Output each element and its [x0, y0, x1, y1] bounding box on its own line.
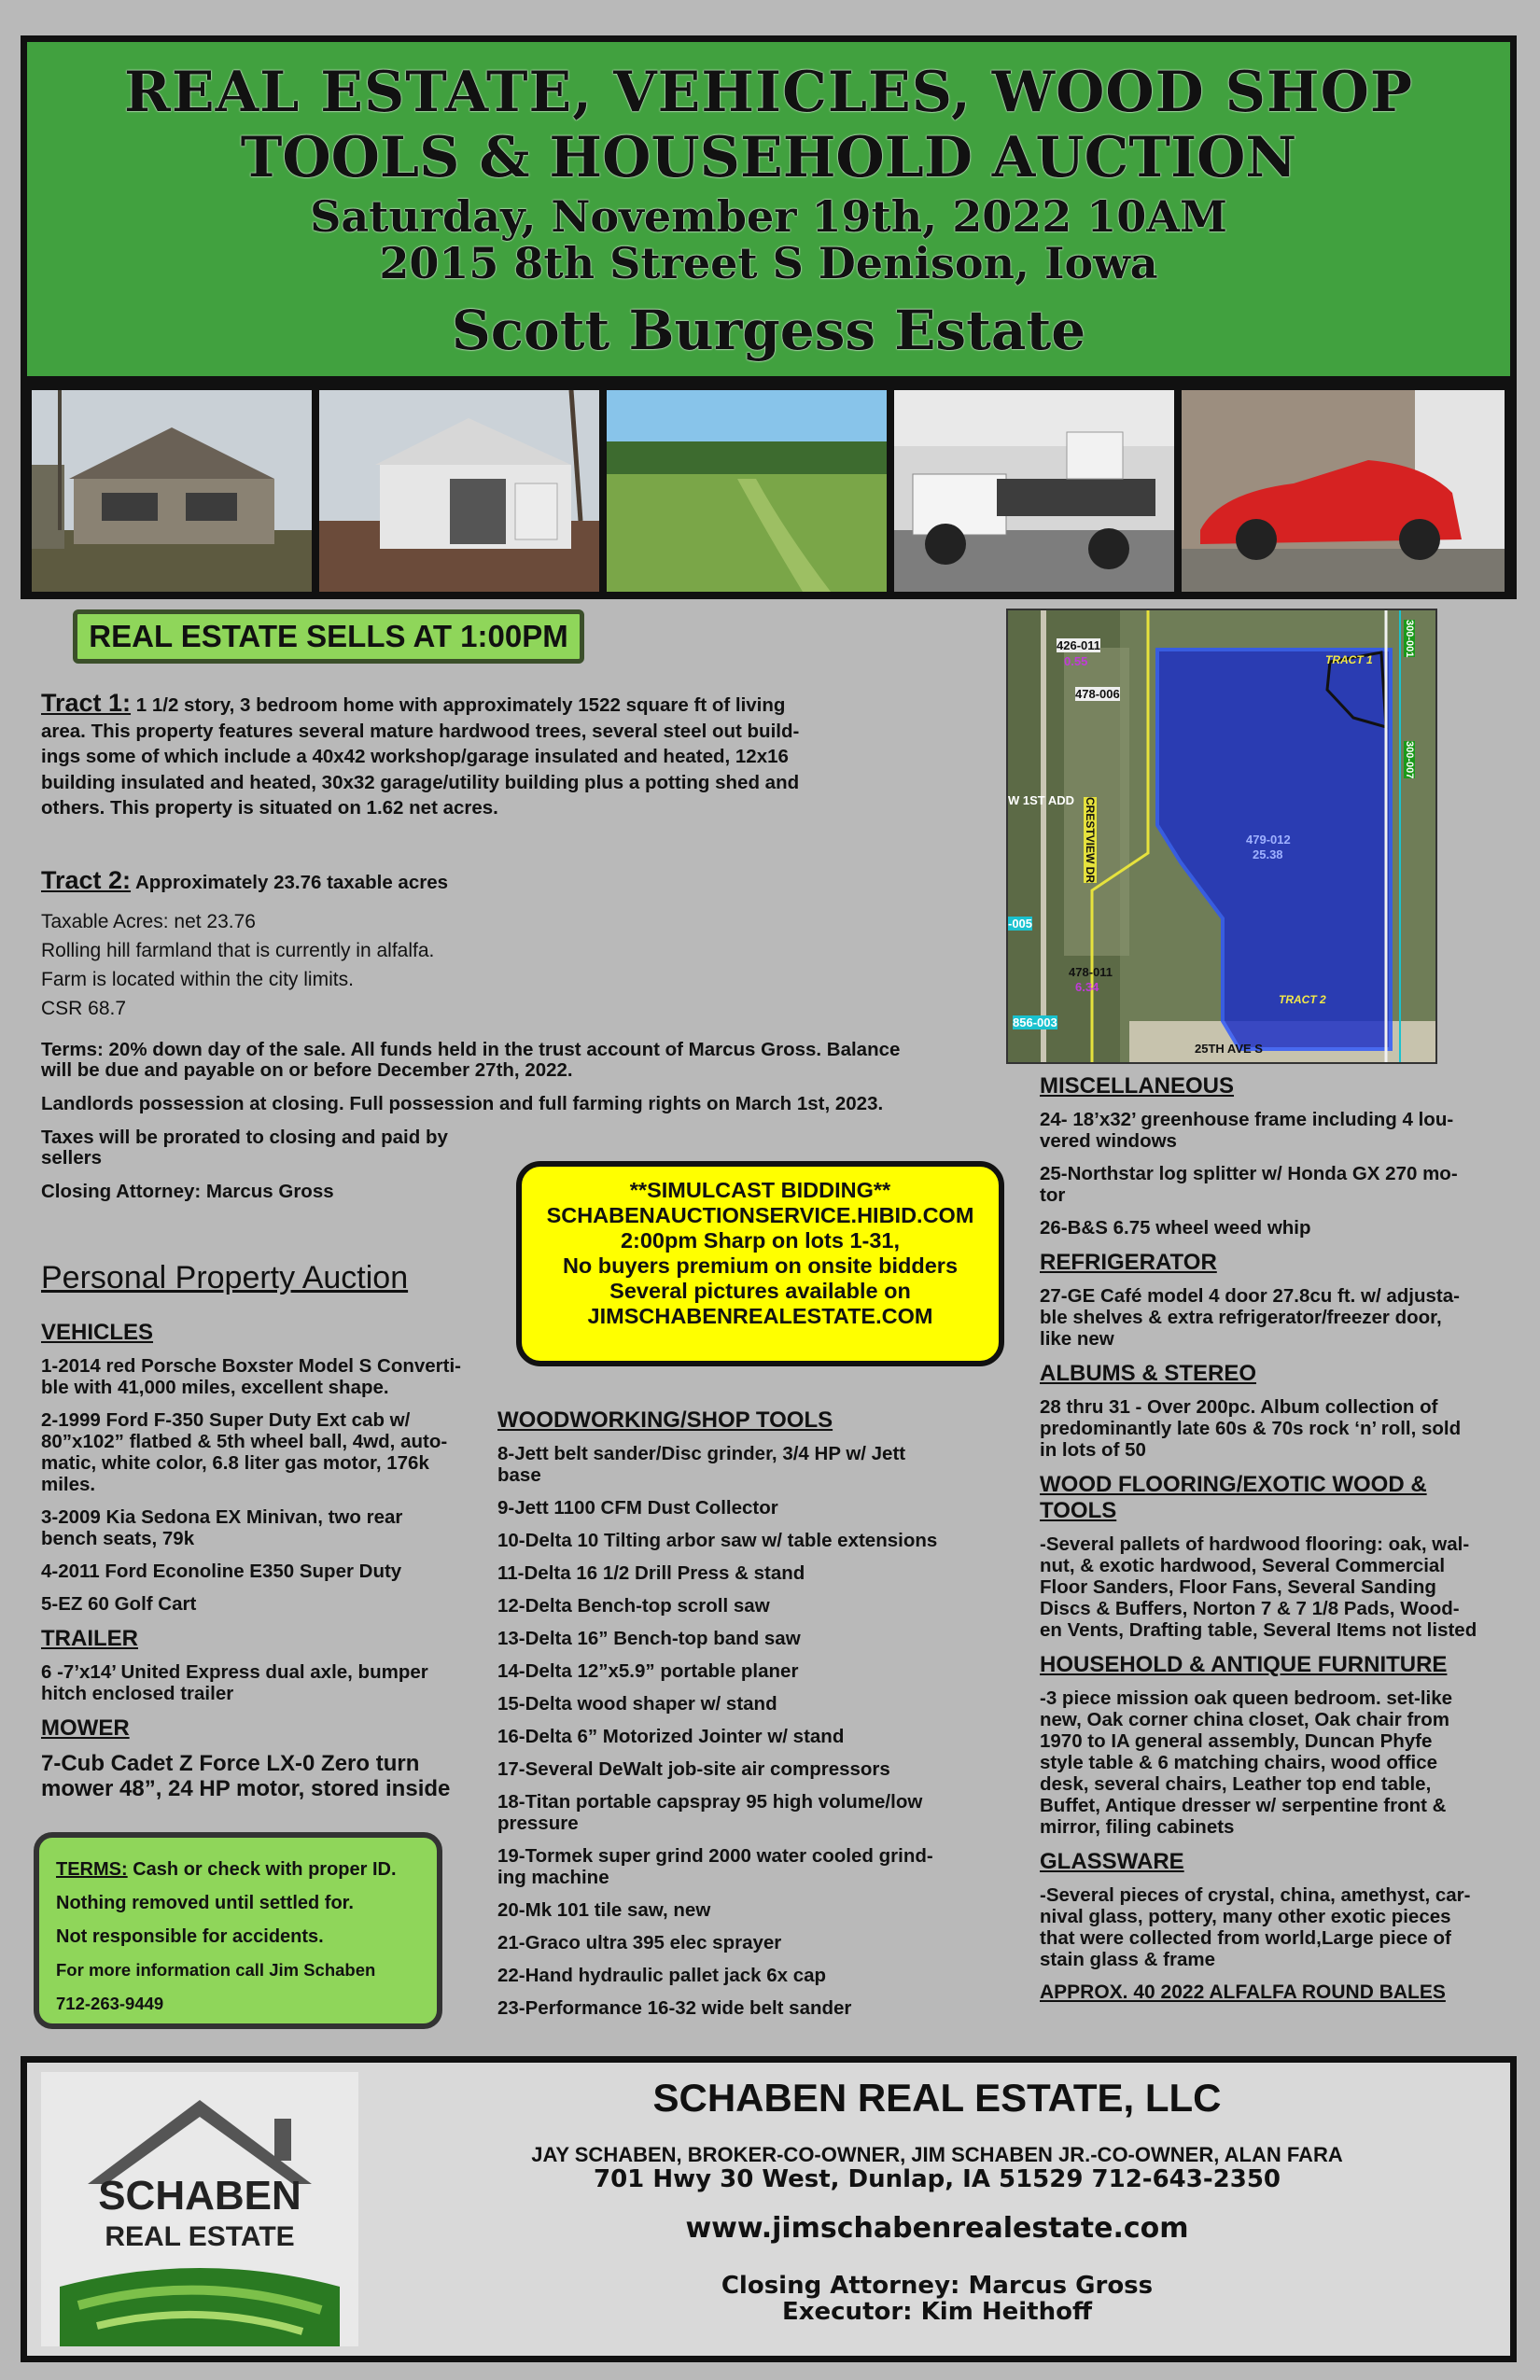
list-item: 25-Northstar log splitter w/ Honda GX 270 mo- tor	[1040, 1163, 1458, 1206]
company-name: SCHABEN REAL ESTATE, LLC	[652, 2076, 1222, 2120]
list-item: 20-Mk 101 tile saw, new	[497, 1899, 711, 1921]
parcel-label: 0.55	[1064, 654, 1088, 668]
vehicles-heading: VEHICLES	[41, 1320, 154, 1345]
list-item: 11-Delta 16 1/2 Drill Press & stand	[497, 1562, 805, 1584]
list-item: 7-Cub Cadet Z Force LX-0 Zero turn mower 48”, 24 HP motor, stored inside	[41, 1751, 451, 1801]
tract-2-line: Taxable Acres: net 23.76	[41, 910, 256, 932]
list-item: 26-B&S 6.75 wheel weed whip	[1040, 1217, 1311, 1239]
auction-header	[21, 35, 1517, 383]
list-item: 5-EZ 60 Golf Cart	[41, 1593, 197, 1615]
list-item: 27-GE Café model 4 door 27.8cu ft. w/ adjusta- ble shelves & extra refrigerator/freezer door, like new	[1040, 1285, 1460, 1350]
header-address: 2015 8th Street S Denison, Iowa	[379, 238, 1158, 288]
list-item: 21-Graco ultra 395 elec sprayer	[497, 1932, 782, 1953]
parcel-label: 478-011	[1069, 965, 1113, 979]
header-line-2: TOOLS & HOUSEHOLD AUCTION	[240, 125, 1297, 190]
truck-photo	[894, 390, 1174, 592]
tract-1-line: ings some of which include a 40x42 workshop/garage insulated and heated, 12x16	[41, 746, 789, 767]
misc-heading: MISCELLANEOUS	[1040, 1073, 1235, 1099]
header-estate-name: Scott Burgess Estate	[451, 299, 1086, 362]
parcel-label: 25.38	[1253, 847, 1283, 861]
simulcast-title: **SIMULCAST BIDDING**	[629, 1178, 891, 1202]
list-item: 13-Delta 16” Bench-top band saw	[497, 1628, 801, 1649]
simulcast-line: No buyers premium on onsite bidders	[562, 1253, 959, 1278]
trailer-heading: TRAILER	[41, 1626, 138, 1651]
vehicles-section	[41, 1320, 489, 1813]
possession-line: Landlords possession at closing. Full possession and full farming rights on March 1st, 2023.	[41, 1093, 884, 1114]
terms-label: TERMS:	[56, 1859, 128, 1880]
right-column	[1040, 1073, 1506, 2004]
alfalfa-bales-heading: APPROX. 40 2022 ALFALFA ROUND BALES	[1040, 1981, 1446, 2003]
terms-phone[interactable]: 712-263-9449	[56, 1994, 164, 2013]
simulcast-line: Several pictures available on	[609, 1279, 911, 1303]
tract-2-intro: Approximately 23.76 taxable acres	[134, 872, 449, 893]
refrigerator-heading: REFRIGERATOR	[1040, 1250, 1217, 1275]
tract-1-map-label: TRACT 1	[1325, 653, 1373, 666]
footer	[21, 2056, 1517, 2362]
taxes-line: Taxes will be prorated to closing and paid by	[41, 1127, 448, 1148]
terms-line: Cash or check with proper ID.	[133, 1859, 397, 1880]
terms-line: Nothing removed until settled for.	[56, 1893, 354, 1913]
flooring-heading: WOOD FLOORING/EXOTIC WOOD & TOOLS	[1040, 1472, 1427, 1523]
tract-2-line: Rolling hill farmland that is currently in alfalfa.	[41, 939, 435, 961]
terms-line: will be due and payable on or before December 27th, 2022.	[41, 1059, 573, 1081]
simulcast-url[interactable]: SCHABENAUCTIONSERVICE.HIBID.COM	[546, 1203, 974, 1227]
parcel-label: 426-011	[1057, 638, 1100, 652]
terms-line: Not responsible for accidents.	[56, 1926, 324, 1947]
list-item: 4-2011 Ford Econoline E350 Super Duty	[41, 1561, 402, 1582]
personal-property-heading: Personal Property Auction	[41, 1260, 409, 1295]
woodworking-heading: WOODWORKING/SHOP TOOLS	[497, 1407, 833, 1433]
photo-strip	[21, 383, 1517, 599]
terms-box	[34, 1832, 442, 2029]
executor: Executor: Kim Heithoff	[781, 2298, 1093, 2326]
list-item: 3-2009 Kia Sedona EX Minivan, two rear bench seats, 79k	[41, 1506, 403, 1549]
parcel-label: 856-003	[1013, 1015, 1057, 1029]
logo-text-real-estate: REAL ESTATE	[105, 2221, 295, 2252]
tract-1-line: others. This property is situated on 1.62 net acres.	[41, 797, 498, 819]
plat-map	[1006, 609, 1437, 1064]
simulcast-website[interactable]: JIMSCHABENREALESTATE.COM	[587, 1304, 933, 1328]
terms-contact: For more information call Jim Schaben	[56, 1960, 376, 1980]
owners-line: JAY SCHABEN, BROKER-CO-OWNER, JIM SCHABEN JR.-CO-OWNER, ALAN FARA	[531, 2143, 1343, 2166]
header-line-1: REAL ESTATE, VEHICLES, WOOD SHOP	[123, 60, 1413, 125]
parcel-label: 478-006	[1075, 687, 1120, 701]
parcel-label: 6.34	[1075, 980, 1099, 994]
list-item: -3 piece mission oak queen bedroom. set-like new, Oak corner china closet, Oak chair from 1970 to IA general assembly, Duncan Phyfe style table & 6 matching chairs, wood office desk, several chairs, Leather top end table, Buffet, Antique dresser w/ serpentine front & mirror, filing cabinets	[1040, 1687, 1453, 1838]
parcel-label: -005	[1008, 917, 1033, 931]
real-estate-time-badge: REAL ESTATE SELLS AT 1:00PM	[73, 609, 584, 664]
tract-1-label: Tract 1:	[41, 689, 132, 717]
list-item: 10-Delta 10 Tilting arbor saw w/ table extensions	[497, 1530, 938, 1551]
household-heading: HOUSEHOLD & ANTIQUE FURNITURE	[1040, 1652, 1448, 1677]
list-item: 6 -7’x14’ United Express dual axle, bumper hitch enclosed trailer	[41, 1661, 428, 1704]
parcel-label: W 1ST ADD	[1008, 793, 1075, 807]
list-item: 18-Titan portable capspray 95 high volume/low pressure	[497, 1791, 923, 1834]
schaben-logo	[41, 2072, 358, 2346]
glassware-heading: GLASSWARE	[1040, 1849, 1184, 1874]
tract-2-line: CSR 68.7	[41, 997, 127, 1019]
tract-2-line: Farm is located within the city limits.	[41, 968, 354, 990]
house-photo	[32, 390, 312, 592]
parcel-label: 479-012	[1246, 833, 1291, 847]
list-item: 12-Delta Bench-top scroll saw	[497, 1595, 770, 1617]
list-item: 1-2014 red Porsche Boxster Model S Converti- ble with 41,000 miles, excellent shape.	[41, 1355, 462, 1398]
street-label: CRESTVIEW DR	[1084, 797, 1097, 884]
header-date: Saturday, November 19th, 2022 10AM	[310, 191, 1227, 242]
taxes-line: sellers	[41, 1147, 102, 1169]
woodworking-section	[497, 1407, 992, 2030]
list-item: 15-Delta wood shaper w/ stand	[497, 1693, 777, 1715]
list-item: -Several pallets of hardwood flooring: oak, wal- nut, & exotic hardwood, Several Commercial Floor Sanders, Floor Fans, Several Sanding Discs & Buffers, Norton 7 & 7 1/8 Pads, Wood- en Vents, Drafting table, Several Items not listed	[1040, 1533, 1477, 1641]
list-item: 24- 18’x32’ greenhouse frame including 4 lou- vered windows	[1040, 1109, 1454, 1152]
list-item: -Several pieces of crystal, china, amethyst, car- nival glass, pottery, many other exotic pieces that were collected from world,Large piece of stain glass & frame	[1040, 1884, 1471, 1970]
parcel-label: 300-001	[1404, 620, 1415, 658]
list-item: 8-Jett belt sander/Disc grinder, 3/4 HP w/ Jett base	[497, 1443, 906, 1486]
closing-attorney: Closing Attorney: Marcus Gross	[721, 2272, 1154, 2300]
address-line: 701 Hwy 30 West, Dunlap, IA 51529 712-643-2350	[594, 2165, 1281, 2193]
workshop-photo	[319, 390, 599, 592]
list-item: 16-Delta 6” Motorized Jointer w/ stand	[497, 1726, 845, 1747]
tract-1-line: building insulated and heated, 30x32 garage/utility building plus a potting shed and	[41, 771, 800, 793]
tract-1-section	[41, 691, 881, 821]
mower-heading: MOWER	[41, 1715, 130, 1741]
tract-2-label: Tract 2:	[41, 866, 132, 894]
list-item: 14-Delta 12”x5.9” portable planer	[497, 1660, 799, 1682]
list-item: 19-Tormek super grind 2000 water cooled grind- ing machine	[497, 1845, 933, 1888]
tract-2-section	[41, 868, 881, 1023]
list-item: 22-Hand hydraulic pallet jack 6x cap	[497, 1965, 827, 1986]
logo-text-schaben: SCHABEN	[98, 2173, 301, 2219]
tract-2-map-label: TRACT 2	[1279, 993, 1326, 1006]
farmland-photo	[607, 390, 887, 592]
parcel-label: 300-007	[1404, 741, 1415, 779]
list-item: 9-Jett 1100 CFM Dust Collector	[497, 1497, 778, 1519]
porsche-photo	[1182, 390, 1505, 592]
tract-1-line: 1 1/2 story, 3 bedroom home with approximately 1522 square ft of living	[135, 694, 786, 716]
albums-heading: ALBUMS & STEREO	[1040, 1361, 1257, 1386]
website-link[interactable]: www.jimschabenrealestate.com	[685, 2212, 1189, 2245]
tract-1-line: area. This property features several mature hardwood trees, several steel out build-	[41, 720, 800, 742]
list-item: 17-Several DeWalt job-site air compressors	[497, 1758, 890, 1780]
street-label: 25TH AVE S	[1195, 1042, 1263, 1056]
list-item: 2-1999 Ford F-350 Super Duty Ext cab w/ 80”x102” flatbed & 5th wheel ball, 4wd, auto- matic, white color, 6.8 liter gas motor, 176k miles.	[41, 1409, 448, 1495]
list-item: 28 thru 31 - Over 200pc. Album collection of predominantly late 60s & 70s rock ‘n’ roll, sold in lots of 50	[1040, 1396, 1462, 1461]
simulcast-line: 2:00pm Sharp on lots 1-31,	[620, 1228, 901, 1253]
closing-attorney-line: Closing Attorney: Marcus Gross	[41, 1181, 334, 1202]
list-item: 23-Performance 16-32 wide belt sander	[497, 1997, 852, 2019]
terms-line: Terms: 20% down day of the sale. All funds held in the trust account of Marcus Gross. Balance	[41, 1039, 901, 1060]
simulcast-bidding-box	[516, 1161, 1004, 1366]
